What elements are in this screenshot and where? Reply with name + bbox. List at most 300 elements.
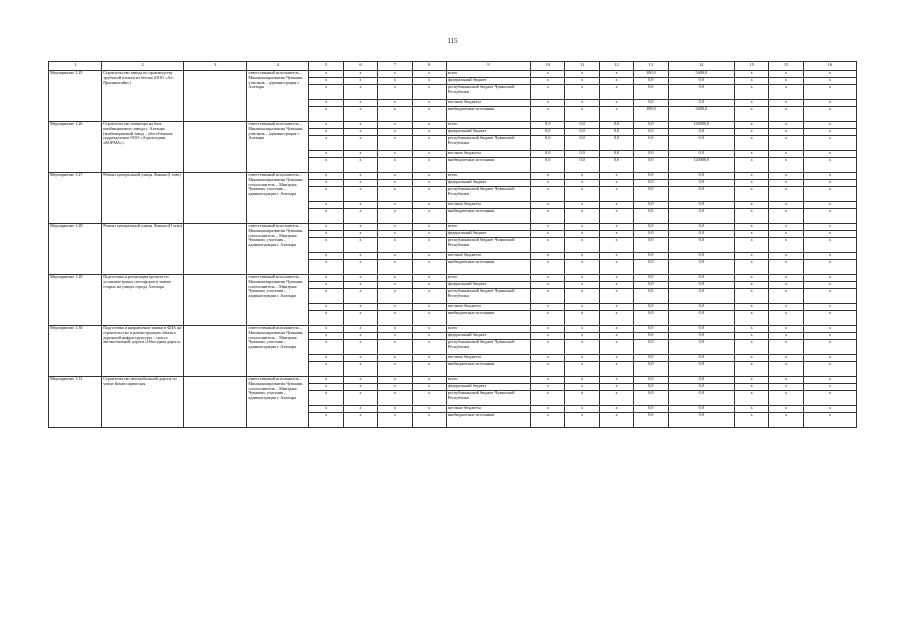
table-cell: x xyxy=(531,333,565,340)
table-cell: x xyxy=(343,333,377,340)
table-cell: x xyxy=(803,122,856,129)
table-cell: x xyxy=(378,384,412,391)
table-cell: x xyxy=(531,71,565,78)
table-cell: x xyxy=(309,129,343,136)
event-label: Мероприятие 1.29 xyxy=(49,275,102,326)
event-name: Подготовка и реализация проекта по установке новых светофоров и замене старых на улицах города Алатыря xyxy=(102,275,184,326)
table-cell: x xyxy=(412,260,446,275)
table-cell: x xyxy=(769,311,803,326)
column-number-header: 3 xyxy=(184,62,247,71)
funding-source: федеральный бюджет xyxy=(446,180,530,187)
table-cell: x xyxy=(343,275,377,282)
table-cell: x xyxy=(735,136,769,151)
table-cell: x xyxy=(803,253,856,260)
table-cell: x xyxy=(531,340,565,355)
table-cell: x xyxy=(343,355,377,362)
table-cell: x xyxy=(803,107,856,122)
table-cell: x xyxy=(769,238,803,253)
table-cell: x xyxy=(599,260,633,275)
table-cell: x xyxy=(803,391,856,406)
table-row xyxy=(49,71,857,78)
table-cell: x xyxy=(531,384,565,391)
table-cell: x xyxy=(309,202,343,209)
table-cell: x xyxy=(565,355,599,362)
table-cell: 0,0 xyxy=(668,275,735,282)
funding-source: местные бюджеты xyxy=(446,100,530,107)
event-executor: ответственный исполнитель – Минэкономразвития Чувашии, участник – администрация г. Алатыря xyxy=(247,122,309,173)
table-cell: x xyxy=(531,173,565,180)
table-cell: x xyxy=(769,282,803,289)
table-cell: 0,0 xyxy=(634,180,668,187)
table-cell: x xyxy=(412,180,446,187)
table-cell: x xyxy=(803,406,856,413)
table-cell: 0,0 xyxy=(634,275,668,282)
table-cell: x xyxy=(565,260,599,275)
table-cell: x xyxy=(599,362,633,377)
table-cell: 0,0 xyxy=(668,304,735,311)
table-cell: x xyxy=(309,362,343,377)
table-cell: x xyxy=(565,209,599,224)
table-cell: 0,0 xyxy=(565,129,599,136)
table-cell: x xyxy=(769,391,803,406)
event-executor: ответственный исполнитель – Минэкономразвития Чувашии, соисполнитель – Минтранс Чувашии, участник – администрация г. Алатыря xyxy=(247,377,309,428)
table-cell: 0,0 xyxy=(634,260,668,275)
table-cell: x xyxy=(412,311,446,326)
table-cell: x xyxy=(309,209,343,224)
table-cell: x xyxy=(769,304,803,311)
table-cell: x xyxy=(769,224,803,231)
table-cell: x xyxy=(735,85,769,100)
table-cell: x xyxy=(531,406,565,413)
table-cell: x xyxy=(378,136,412,151)
table-cell: x xyxy=(412,384,446,391)
column-number-header: 7 xyxy=(378,62,412,71)
table-cell: x xyxy=(599,384,633,391)
table-cell: 0,0 xyxy=(634,304,668,311)
table-cell: x xyxy=(769,173,803,180)
table-cell: 0,0 xyxy=(668,78,735,85)
table-cell: x xyxy=(735,355,769,362)
table-cell: x xyxy=(803,304,856,311)
funding-source: местные бюджеты xyxy=(446,151,530,158)
table-cell: x xyxy=(531,231,565,238)
table-cell: x xyxy=(599,107,633,122)
table-cell: x xyxy=(803,173,856,180)
table-cell: x xyxy=(531,304,565,311)
table-cell: x xyxy=(735,340,769,355)
table-cell: x xyxy=(378,202,412,209)
table-cell: x xyxy=(803,238,856,253)
table-cell: x xyxy=(769,71,803,78)
table-cell: x xyxy=(378,187,412,202)
table-cell: x xyxy=(769,326,803,333)
table-cell: x xyxy=(309,187,343,202)
table-cell: x xyxy=(599,311,633,326)
table-cell: x xyxy=(769,355,803,362)
table-cell: x xyxy=(599,231,633,238)
table-cell: x xyxy=(803,85,856,100)
table-cell: x xyxy=(735,202,769,209)
table-cell: x xyxy=(803,362,856,377)
table-cell: x xyxy=(803,289,856,304)
funding-source: внебюджетные источники xyxy=(446,311,530,326)
table-cell: x xyxy=(565,231,599,238)
table-cell: 0,0 xyxy=(668,85,735,100)
table-cell: x xyxy=(343,311,377,326)
funding-source: местные бюджеты xyxy=(446,406,530,413)
table-cell: 0,0 xyxy=(668,209,735,224)
funding-source: всего xyxy=(446,224,530,231)
table-cell: x xyxy=(531,391,565,406)
table-cell: x xyxy=(735,377,769,384)
table-cell: x xyxy=(735,71,769,78)
table-cell: x xyxy=(412,122,446,129)
table-cell: x xyxy=(309,122,343,129)
table-cell: x xyxy=(769,85,803,100)
table-cell: 0,0 xyxy=(668,129,735,136)
table-cell: 0,0 xyxy=(599,122,633,129)
table-cell: 0,0 xyxy=(668,231,735,238)
table-cell: x xyxy=(343,253,377,260)
table-cell: x xyxy=(565,275,599,282)
column-number-header: 2 xyxy=(102,62,184,71)
table-cell: x xyxy=(412,158,446,173)
table-cell: 0,0 xyxy=(668,355,735,362)
table-cell: x xyxy=(531,362,565,377)
table-cell: 5400,0 xyxy=(668,71,735,78)
table-cell: x xyxy=(803,209,856,224)
table-cell: x xyxy=(531,202,565,209)
column-number-header: 6 xyxy=(343,62,377,71)
table-cell: x xyxy=(565,289,599,304)
table-cell: x xyxy=(735,391,769,406)
table-cell: x xyxy=(378,209,412,224)
event-executor: ответственный исполнитель – Минэкономразвития Чувашии, соисполнитель – Минтранс Чувашии, участник – администрация г. Алатыря xyxy=(247,224,309,275)
table-cell: 0,0 xyxy=(634,129,668,136)
table-cell: 100,0 xyxy=(634,71,668,78)
table-cell: x xyxy=(769,100,803,107)
table-cell: x xyxy=(803,100,856,107)
event-name: Строительство элеватора на базе комбикормового завода г. Алатырь (комбикормовый завод – обособленное подразделение ООО «Агрохолдинг «КОРМА») xyxy=(102,122,184,173)
table-cell: 0,0 xyxy=(599,129,633,136)
table-cell: x xyxy=(803,231,856,238)
table-cell: x xyxy=(565,326,599,333)
table-cell: x xyxy=(735,180,769,187)
table-cell: 0,0 xyxy=(634,362,668,377)
table-cell: x xyxy=(769,333,803,340)
table-cell: x xyxy=(735,122,769,129)
table-cell: x xyxy=(769,253,803,260)
table-cell: x xyxy=(735,187,769,202)
budget-table xyxy=(48,61,857,428)
table-cell: x xyxy=(378,122,412,129)
table-cell: x xyxy=(309,100,343,107)
table-cell: 120000,0 xyxy=(668,158,735,173)
table-cell: x xyxy=(769,275,803,282)
funding-source: федеральный бюджет xyxy=(446,333,530,340)
table-cell: x xyxy=(565,406,599,413)
funding-source: внебюджетные источники xyxy=(446,362,530,377)
funding-source: федеральный бюджет xyxy=(446,384,530,391)
table-cell: x xyxy=(309,180,343,187)
table-cell: x xyxy=(343,377,377,384)
table-cell: x xyxy=(769,384,803,391)
column-number-header: 13 xyxy=(634,62,668,71)
table-cell: 0,0 xyxy=(634,122,668,129)
table-cell: 0,0 xyxy=(668,100,735,107)
table-cell: x xyxy=(735,129,769,136)
table-cell: x xyxy=(735,173,769,180)
table-cell: x xyxy=(343,231,377,238)
table-cell: x xyxy=(309,85,343,100)
table-cell: x xyxy=(343,122,377,129)
table-cell: 0,0 xyxy=(634,377,668,384)
table-cell: x xyxy=(309,275,343,282)
table-cell: x xyxy=(803,78,856,85)
table-cell: x xyxy=(412,129,446,136)
table-cell: 0,0 xyxy=(634,238,668,253)
table-cell: x xyxy=(769,377,803,384)
table-cell: x xyxy=(309,413,343,428)
table-cell: x xyxy=(599,406,633,413)
table-cell: 0,0 xyxy=(668,187,735,202)
event-label: Мероприятие 1.26 xyxy=(49,122,102,173)
table-cell: x xyxy=(412,151,446,158)
event-name: Строительство автомобильной дороги по улице Комиссариатская xyxy=(102,377,184,428)
table-cell: x xyxy=(565,391,599,406)
table-cell: 0,0 xyxy=(634,355,668,362)
table-cell: x xyxy=(599,340,633,355)
table-cell: x xyxy=(565,413,599,428)
funding-source: федеральный бюджет xyxy=(446,78,530,85)
table-cell: x xyxy=(735,406,769,413)
table-cell: 0,0 xyxy=(668,333,735,340)
table-cell: x xyxy=(378,231,412,238)
table-cell: x xyxy=(343,260,377,275)
funding-source: всего xyxy=(446,122,530,129)
event-name: Подготовка и направление заявки в ФДА на строительство и реконструкцию объекта дорожной инфраструктуры – трасса автомобильной дороги «Объездная дорога» xyxy=(102,326,184,377)
table-cell: x xyxy=(412,253,446,260)
table-cell: x xyxy=(309,289,343,304)
table-cell: x xyxy=(378,173,412,180)
table-cell: x xyxy=(309,158,343,173)
table-cell: x xyxy=(412,355,446,362)
funding-source: местные бюджеты xyxy=(446,202,530,209)
table-cell: 0,0 xyxy=(531,158,565,173)
table-cell: x xyxy=(412,362,446,377)
table-cell: x xyxy=(378,311,412,326)
table-cell: x xyxy=(803,136,856,151)
table-cell: x xyxy=(378,85,412,100)
table-cell: 0,0 xyxy=(668,406,735,413)
table-cell: x xyxy=(769,158,803,173)
table-cell: x xyxy=(735,151,769,158)
table-cell: x xyxy=(343,304,377,311)
table-cell: x xyxy=(378,129,412,136)
column-number-header: 11 xyxy=(565,62,599,71)
table-cell: 0,0 xyxy=(599,151,633,158)
table-cell: x xyxy=(412,224,446,231)
table-cell: x xyxy=(412,238,446,253)
funding-source: федеральный бюджет xyxy=(446,231,530,238)
table-cell: x xyxy=(531,289,565,304)
table-cell: 0,0 xyxy=(634,391,668,406)
funding-source: всего xyxy=(446,71,530,78)
table-cell: 0,0 xyxy=(668,391,735,406)
table-cell: x xyxy=(412,413,446,428)
table-cell: x xyxy=(309,78,343,85)
funding-source: республиканский бюджет Чувашской Республики xyxy=(446,340,530,355)
table-cell: x xyxy=(343,391,377,406)
table-cell: 100,0 xyxy=(634,107,668,122)
table-cell: x xyxy=(309,406,343,413)
table-cell: x xyxy=(412,333,446,340)
table-cell: 0,0 xyxy=(668,413,735,428)
table-cell: x xyxy=(565,377,599,384)
table-cell: 0,0 xyxy=(634,340,668,355)
table-cell: 0,0 xyxy=(634,202,668,209)
funding-source: всего xyxy=(446,173,530,180)
table-cell: x xyxy=(531,413,565,428)
table-cell: x xyxy=(343,224,377,231)
funding-source: внебюджетные источники xyxy=(446,260,530,275)
table-cell: x xyxy=(343,100,377,107)
table-cell: x xyxy=(378,289,412,304)
funding-source: республиканский бюджет Чувашской Республики xyxy=(446,391,530,406)
table-cell: 0,0 xyxy=(634,413,668,428)
table-cell: 0,0 xyxy=(634,406,668,413)
table-cell: x xyxy=(378,253,412,260)
funding-source: местные бюджеты xyxy=(446,253,530,260)
table-cell: x xyxy=(531,282,565,289)
table-cell: x xyxy=(343,238,377,253)
table-cell: x xyxy=(735,107,769,122)
table-cell: 120000,0 xyxy=(668,122,735,129)
table-cell: 0,0 xyxy=(634,282,668,289)
table-cell: x xyxy=(378,333,412,340)
column-number-header: 14 xyxy=(668,62,735,71)
table-cell: x xyxy=(769,260,803,275)
event-spacer xyxy=(184,71,247,122)
table-cell: x xyxy=(343,71,377,78)
column-number-header: 4 xyxy=(247,62,309,71)
table-body xyxy=(49,71,857,428)
table-cell: x xyxy=(769,78,803,85)
table-cell: 0,0 xyxy=(668,289,735,304)
table-cell: x xyxy=(309,71,343,78)
event-spacer xyxy=(184,173,247,224)
table-cell: x xyxy=(735,413,769,428)
column-number-header: 9 xyxy=(446,62,530,71)
table-cell: x xyxy=(309,238,343,253)
table-cell: x xyxy=(378,107,412,122)
table-cell: x xyxy=(378,340,412,355)
table-cell: x xyxy=(735,209,769,224)
table-cell: x xyxy=(565,100,599,107)
table-cell: x xyxy=(378,282,412,289)
table-cell: x xyxy=(343,173,377,180)
event-spacer xyxy=(184,275,247,326)
table-cell: x xyxy=(343,187,377,202)
event-spacer xyxy=(184,326,247,377)
table-cell: x xyxy=(309,333,343,340)
table-cell: x xyxy=(565,85,599,100)
table-cell: x xyxy=(343,85,377,100)
table-cell: x xyxy=(309,107,343,122)
table-cell: x xyxy=(309,311,343,326)
event-label: Мероприятие 1.28 xyxy=(49,224,102,275)
table-cell: x xyxy=(378,355,412,362)
table-cell: x xyxy=(412,282,446,289)
table-cell: x xyxy=(343,362,377,377)
table-cell: x xyxy=(378,78,412,85)
table-cell: 0,0 xyxy=(599,158,633,173)
table-cell: x xyxy=(343,406,377,413)
table-cell: x xyxy=(412,107,446,122)
table-cell: x xyxy=(343,289,377,304)
table-cell: x xyxy=(309,384,343,391)
table-cell: x xyxy=(735,384,769,391)
table-cell: 0,0 xyxy=(668,260,735,275)
table-cell: x xyxy=(531,85,565,100)
funding-source: местные бюджеты xyxy=(446,355,530,362)
table-cell: x xyxy=(769,209,803,224)
table-cell: x xyxy=(735,304,769,311)
table-cell: x xyxy=(599,282,633,289)
table-cell: x xyxy=(735,231,769,238)
table-cell: x xyxy=(343,202,377,209)
table-cell: x xyxy=(599,71,633,78)
table-cell: x xyxy=(769,129,803,136)
table-cell: x xyxy=(412,173,446,180)
event-executor: ответственный исполнитель – Минэкономразвития Чувашии, соисполнитель – Минтранс Чувашии, участник – администрация г. Алатыря xyxy=(247,326,309,377)
event-label: Мероприятие 1.30 xyxy=(49,326,102,377)
table-cell: x xyxy=(599,304,633,311)
table-cell: x xyxy=(803,340,856,355)
table-cell: 0,0 xyxy=(668,311,735,326)
table-cell: x xyxy=(599,224,633,231)
table-cell: x xyxy=(803,333,856,340)
table-cell: x xyxy=(735,333,769,340)
table-cell: 0,0 xyxy=(634,173,668,180)
table-cell: x xyxy=(378,224,412,231)
table-cell: x xyxy=(769,122,803,129)
table-cell: x xyxy=(531,326,565,333)
table-cell: x xyxy=(803,180,856,187)
table-cell: 0,0 xyxy=(634,158,668,173)
table-cell: x xyxy=(309,340,343,355)
table-cell: x xyxy=(769,180,803,187)
table-cell: x xyxy=(599,209,633,224)
event-spacer xyxy=(184,377,247,428)
table-row xyxy=(49,173,857,180)
table-cell: x xyxy=(378,275,412,282)
table-cell: x xyxy=(378,304,412,311)
table-cell: 0,0 xyxy=(634,289,668,304)
funding-source: внебюджетные источники xyxy=(446,209,530,224)
table-cell: x xyxy=(803,224,856,231)
table-cell: x xyxy=(412,275,446,282)
table-cell: x xyxy=(565,238,599,253)
table-row xyxy=(49,122,857,129)
table-cell: 0,0 xyxy=(668,136,735,151)
table-cell: x xyxy=(531,100,565,107)
table-cell: x xyxy=(565,187,599,202)
table-cell: x xyxy=(769,413,803,428)
table-cell: x xyxy=(599,202,633,209)
table-cell: x xyxy=(565,304,599,311)
funding-source: всего xyxy=(446,377,530,384)
